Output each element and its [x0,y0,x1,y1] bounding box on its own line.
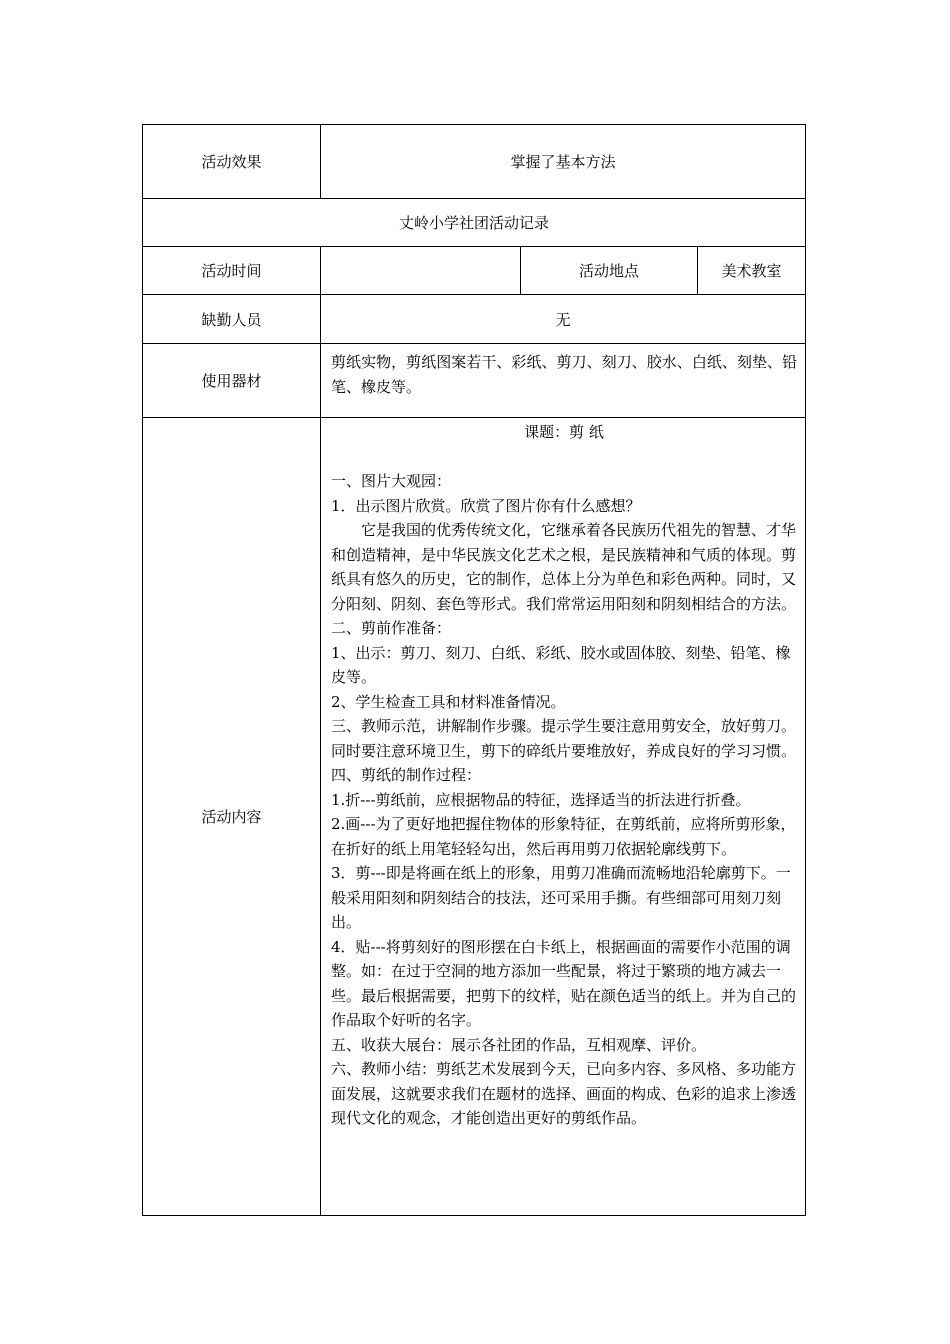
row-materials [143,344,806,418]
activity-record-table [142,124,806,1216]
content-line: 三、教师示范，讲解制作步骤。提示学生要注意用剪安全，放好剪刀。同时要注意环境卫生，剪下的碎纸片要堆放好，养成良好的学习习惯。 [331,717,797,760]
row-time-place [143,247,806,295]
content-cell [321,418,806,1216]
effect-value: 掌握了基本方法 [321,125,806,199]
row-effect [143,125,806,199]
content-line: 4．贴---将剪刻好的图形摆在白卡纸上，根据画面的需要作小范围的调整。如：在过于空洞的地方添加一些配景，将过于繁琐的地方减去一些。最后根据需要，把剪下的纹样，贴在颜色适当的纸上。并为自己的作品取个好听的名字。 [331,937,797,1029]
materials-cell [321,344,806,418]
content-line: 六、教师小结：剪纸艺术发展到今天，已向多内容、多风格、多功能方面发展，这就要求我们在题材的选择、画面的构成、色彩的追求上渗透现代文化的观念，才能创造出更好的剪纸作品。 [331,1060,797,1127]
record-title: 丈岭小学社团活动记录 [143,199,806,247]
content-body [321,418,805,1131]
content-label: 活动内容 [143,418,321,1216]
content-line: 四、剪纸的制作过程： [331,766,482,784]
lesson-topic: 课题：剪 纸 [524,423,604,441]
materials-value: 剪纸实物，剪纸图案若干、彩纸、剪刀、刻刀、胶水、白纸、刻垫、铅笔、橡皮等。 [331,353,798,396]
row-title [143,199,806,247]
content-line: 2、学生检查工具和材料准备情况。 [331,692,566,711]
content-line: 3．剪---即是将画在纸上的形象，用剪刀准确而流畅地沿轮廓剪下。一般采用阳刻和阴刻结合的技法，还可采用手撕。有些细部可用刻刀刻出。 [331,864,791,931]
absent-value: 无 [321,295,806,344]
content-line: 1.折---剪纸前，应根据物品的特征，选择适当的折法进行折叠。 [331,790,751,809]
materials-label: 使用器材 [143,344,321,418]
content-line: 一、图片大观园： [331,472,452,490]
blank-line [331,445,797,470]
content-line: 二、剪前作准备： [331,619,452,637]
content-paragraph: 它是我国的优秀传统文化，它继承着各民族历代祖先的智慧、才华和创造精神，是中华民族文化艺术之根，是民族精神和气质的体现。剪纸具有悠久的历史，它的制作，总体上分为单色和彩色两种。同时，又分阳刻、阴刻、套色等形式。我们常常运用阳刻和阴刻相结合的方法。 [331,521,797,613]
absent-label: 缺勤人员 [143,295,321,344]
content-line: 五、收获大展台：展示各社团的作品，互相观摩、评价。 [331,1035,707,1054]
effect-label: 活动效果 [143,125,321,199]
place-label: 活动地点 [521,247,698,295]
place-value: 美术教室 [698,247,806,295]
content-line: 2.画---为了更好地把握住物体的形象特征，在剪纸前，应将所剪形象，在折好的纸上用笔轻轻勾出，然后再用剪刀依据轮廓线剪下。 [331,815,796,858]
content-line: 1、出示：剪刀、刻刀、白纸、彩纸、胶水或固体胶、刻垫、铅笔、橡皮等。 [331,643,791,686]
time-value [321,247,521,295]
time-label: 活动时间 [143,247,321,295]
row-content [143,418,806,1216]
content-line: 1．出示图片欣赏。欣赏了图片你有什么感想？ [331,496,641,515]
row-absent [143,295,806,344]
